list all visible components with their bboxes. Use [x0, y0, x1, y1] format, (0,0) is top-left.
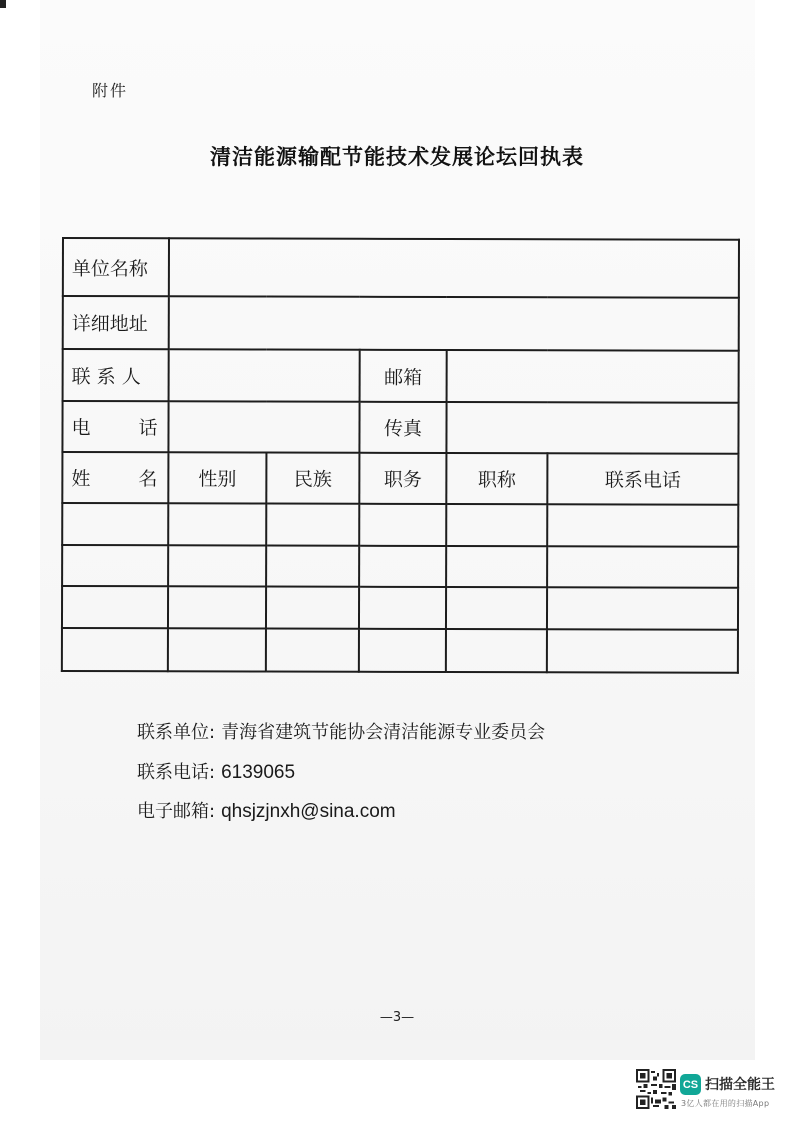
- contact-person-field[interactable]: [169, 349, 360, 401]
- fax-label: 传真: [359, 402, 446, 453]
- attendee-row: [62, 586, 738, 630]
- attendee-ethnicity-cell[interactable]: [266, 587, 359, 629]
- contact-unit-value: 青海省建筑节能协会清洁能源专业委员会: [221, 722, 546, 743]
- scanner-app-slogan: 3亿人都在用的扫描App: [681, 1099, 770, 1108]
- column-header-name: 姓 名: [62, 452, 168, 503]
- attendee-position-cell[interactable]: [359, 546, 446, 587]
- column-header-ethnicity: 民族: [266, 453, 359, 504]
- attachment-label: 附件: [92, 81, 129, 100]
- attendee-gender-cell[interactable]: [168, 586, 266, 628]
- address-label: 详细地址: [63, 296, 169, 349]
- column-header-contact-phone: 联系电话: [547, 453, 738, 504]
- attendee-ethnicity-cell[interactable]: [266, 629, 359, 672]
- document-title: 清洁能源输配节能技术发展论坛回执表: [210, 144, 584, 169]
- attendee-title-cell[interactable]: [446, 504, 547, 546]
- contact-unit-label: 联系单位:: [137, 722, 216, 743]
- contact-phone-label: 联系电话:: [137, 762, 216, 783]
- attendee-position-cell[interactable]: [359, 587, 446, 629]
- attendee-row: [62, 545, 738, 588]
- attendee-title-cell[interactable]: [446, 546, 547, 587]
- attendee-gender-cell[interactable]: [168, 503, 266, 545]
- mailbox-label: 邮箱: [360, 350, 447, 402]
- attendee-phone-cell[interactable]: [547, 504, 738, 547]
- qr-code-icon: [636, 1069, 676, 1109]
- unit-name-row: [63, 238, 739, 298]
- attendee-gender-cell[interactable]: [168, 545, 266, 586]
- attendee-phone-cell[interactable]: [547, 546, 738, 588]
- attendee-title-cell[interactable]: [446, 629, 547, 672]
- address-row: [63, 296, 739, 351]
- phone-field[interactable]: [168, 401, 359, 452]
- attendee-name-cell[interactable]: [62, 545, 168, 586]
- attendee-name-cell[interactable]: [62, 503, 168, 545]
- attendee-name-cell[interactable]: [62, 628, 168, 671]
- attendee-phone-cell[interactable]: [547, 587, 738, 630]
- phone-row: [62, 401, 738, 454]
- contact-phone-value: 6139065: [221, 762, 296, 783]
- unit-name-label: 单位名称: [63, 238, 169, 296]
- address-field[interactable]: [169, 296, 739, 350]
- contact-email-value[interactable]: qhsjzjnxh@sina.com: [221, 801, 396, 822]
- attendee-name-cell[interactable]: [62, 586, 168, 628]
- attendee-row: [62, 503, 738, 547]
- fax-field[interactable]: [446, 402, 738, 454]
- attendee-position-cell[interactable]: [359, 504, 446, 546]
- attendee-phone-cell[interactable]: [547, 629, 738, 673]
- page-number: —3—: [379, 1010, 415, 1025]
- attendee-row: [62, 628, 738, 673]
- contact-phone-line: [137, 758, 295, 784]
- attendee-header-row: [62, 452, 738, 505]
- scanner-app-name: 扫描全能王: [705, 1077, 775, 1093]
- attendee-ethnicity-cell[interactable]: [266, 504, 359, 546]
- contact-email-line: [137, 797, 396, 823]
- contact-unit-line: [137, 718, 545, 744]
- attendee-gender-cell[interactable]: [168, 628, 266, 671]
- contact-person-label: 联 系 人: [63, 349, 169, 401]
- unit-name-field[interactable]: [169, 238, 739, 297]
- attendee-title-cell[interactable]: [446, 587, 547, 629]
- scan-corner-mark: [0, 0, 6, 8]
- column-header-gender: 性别: [168, 452, 266, 503]
- column-header-position: 职务: [359, 453, 446, 504]
- camscanner-logo-icon: CS: [680, 1074, 701, 1095]
- attendee-position-cell[interactable]: [359, 629, 446, 672]
- column-header-title: 职称: [446, 453, 547, 504]
- registration-form-table: [61, 237, 740, 674]
- contact-email-label: 电子邮箱:: [137, 801, 216, 822]
- attendee-ethnicity-cell[interactable]: [266, 546, 359, 587]
- phone-label: 电 话: [62, 401, 168, 452]
- mailbox-field[interactable]: [447, 350, 739, 403]
- contact-person-row: [63, 349, 739, 403]
